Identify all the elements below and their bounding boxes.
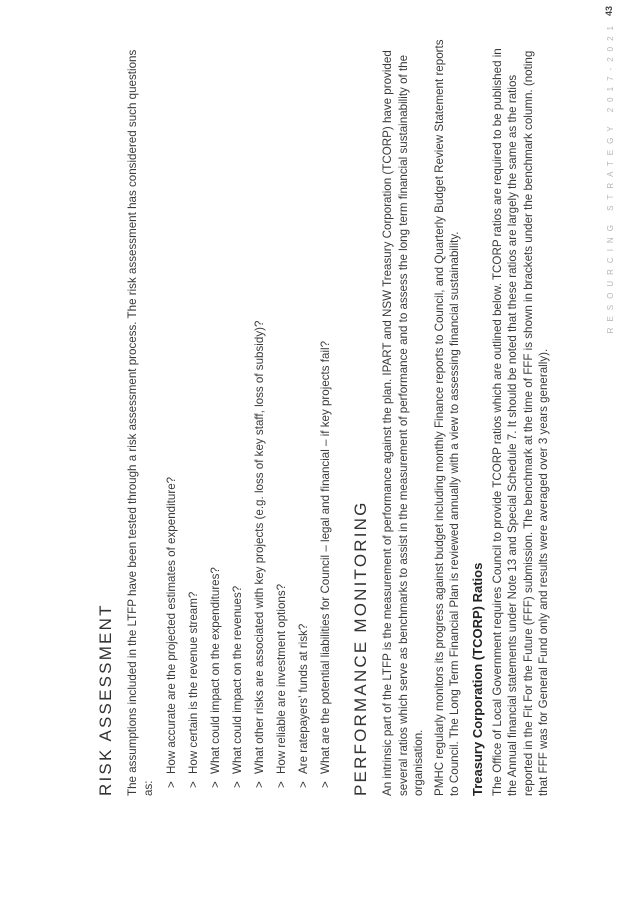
page-number: 43 [604, 6, 614, 17]
performance-monitoring-title: PERFORMANCE MONITORING [351, 500, 370, 796]
chevron-icon: > [165, 781, 178, 788]
footer-title: RESOURCING STRATEGY 2017-2021 [606, 20, 615, 334]
list-item: > How reliable are investment options? [271, 36, 293, 796]
chevron-icon: > [231, 781, 244, 788]
list-item: > What other risks are associated with key projects (e.g. loss of key staff, loss of subsidy)? [249, 36, 271, 796]
risk-assessment-title: RISK ASSESSMENT [96, 603, 115, 796]
chevron-icon: > [319, 781, 332, 788]
risk-questions-list [161, 36, 337, 796]
list-item: > Are ratepayers’ funds at risk? [293, 36, 315, 796]
page-content [96, 36, 557, 796]
performance-paragraph-1: An intrinsic part of the LTFP is the measurement of performance against the plan. IPART and NSW Treasury Corporation (TCORP) have provided several ratios which serve as benchmarks to assist in the measurement of performance and to assess the long term financial sustainability of the organisation. [381, 50, 425, 796]
chevron-icon: > [275, 781, 288, 788]
list-item: > How certain is the revenue stream? [183, 36, 205, 796]
tcorp-paragraph: The Office of Local Government requires Council to provide TCORP ratios which are outlined below. TCORP ratios are required to be published in the Annual financial statements under Note 13 and Special Schedule 7. It should be noted that these ratios are largely the same as the ratios reported in the Fit For the Future (FFF) submission. The benchmark at the time of FFF is shown in brackets under the benchmark column. (noting that FFF was for General Fund only and results were averaged over 3 years generally). [490, 48, 550, 796]
list-item: > How accurate are the projected estimates of expenditure? [161, 36, 183, 796]
list-item: > What could impact on the revenues? [227, 36, 249, 796]
list-item: > What could impact on the expenditures? [205, 36, 227, 796]
chevron-icon: > [209, 781, 222, 788]
tcorp-heading: Treasury Corporation (TCORP) Ratios [469, 562, 485, 796]
chevron-icon: > [187, 781, 200, 788]
performance-paragraph-2: PMHC regularly monitors its progress against budget including monthly Finance reports to Council, and Quarterly Budget Review Statement reports to Council. The Long Term Financial Plan is reviewed annually with a view to assessing financial sustainability. [432, 39, 461, 796]
chevron-icon: > [253, 781, 266, 788]
risk-intro: The assumptions included in the LTFP have been tested through a risk assessment process. The risk assessment has considered such questions as: [126, 49, 155, 796]
list-item: > What are the potential liabilities for Council – legal and financial – if key projects fail? [315, 36, 337, 796]
chevron-icon: > [297, 781, 310, 788]
